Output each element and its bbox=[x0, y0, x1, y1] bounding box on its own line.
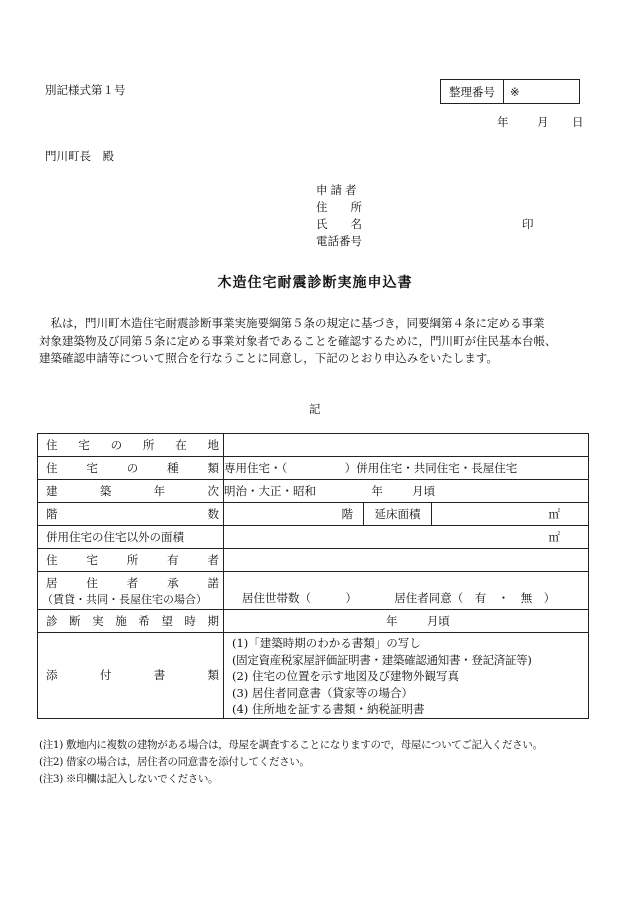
label-attach: 添 付 書 類 bbox=[46, 668, 219, 683]
attachment-list bbox=[224, 633, 589, 719]
date-month: 月 bbox=[537, 115, 549, 129]
body-paragraph bbox=[39, 315, 594, 368]
label-type: 住 宅 の 種 類 bbox=[46, 461, 219, 475]
reference-number-value[interactable]: ※ bbox=[510, 84, 520, 99]
document-title: 木造住宅耐震診断実施申込書 bbox=[217, 275, 413, 291]
households-field: 居住世帯数（ ） bbox=[242, 591, 357, 605]
table-row bbox=[38, 610, 589, 633]
area-input[interactable] bbox=[432, 503, 588, 525]
type-options[interactable]: 専用住宅・（ ）併用住宅・共同住宅・長屋住宅 bbox=[224, 457, 589, 480]
addressee: 門川町長 殿 bbox=[45, 149, 114, 163]
date-year: 年 bbox=[497, 115, 509, 129]
area-label: 延床面積 bbox=[364, 503, 432, 525]
label-mixed: 併用住宅の住宅以外の面積 bbox=[46, 530, 184, 544]
area-unit: ㎡ bbox=[548, 507, 560, 521]
desired-month-unit: 月頃 bbox=[426, 614, 450, 628]
built-year-unit: 年 bbox=[371, 484, 383, 498]
built-month-unit: 月頃 bbox=[412, 484, 436, 498]
row-label-floors bbox=[38, 503, 224, 526]
table-row bbox=[38, 480, 589, 503]
row-label-attach bbox=[38, 633, 224, 719]
floors-input[interactable] bbox=[224, 503, 364, 525]
applicant-address-label: 住 所 bbox=[316, 200, 362, 214]
label-floors: 階 数 bbox=[46, 507, 219, 521]
note-item: (注1) 敷地内に複数の建物がある場合は，母屋を調査することになりますので，母屋についてご記入ください。 bbox=[39, 739, 543, 751]
row-label-built bbox=[38, 480, 224, 503]
agree-field: 居住者同意（ 有 ・ 無 ） bbox=[394, 591, 556, 605]
form-label: 別記様式第１号 bbox=[45, 83, 126, 97]
attachment-item: (4) 住所地を証する書類・納税証明書 bbox=[232, 702, 425, 716]
body-line: 建築確認申請等について照合を行なうことに同意し，下記のとおり申込みをいたします。 bbox=[39, 351, 498, 365]
label-location: 住 宅 の 所 在 地 bbox=[46, 438, 219, 452]
era-options: 明治・大正・昭和 bbox=[224, 484, 316, 498]
desired-year-unit: 年 bbox=[386, 614, 398, 628]
label-built: 建 築 年 次 bbox=[46, 484, 219, 498]
table-row bbox=[38, 457, 589, 480]
seal-mark: 印 bbox=[522, 217, 534, 231]
label-consent-note: （賃貸・共同・長屋住宅の場合） bbox=[42, 592, 207, 606]
label-owner: 住 宅 所 有 者 bbox=[46, 553, 219, 567]
floors-area-cell bbox=[224, 503, 589, 526]
label-desired: 診 断 実 施 希 望 時 期 bbox=[46, 614, 219, 628]
attachment-item: (2) 住宅の位置を示す地図及び建物外観写真 bbox=[232, 669, 459, 683]
reference-number-label: 整理番号 bbox=[441, 80, 504, 103]
row-label-owner bbox=[38, 549, 224, 572]
floor-unit: 階 bbox=[341, 507, 353, 521]
desired-date-field[interactable] bbox=[224, 610, 589, 633]
date-day: 日 bbox=[572, 115, 584, 129]
ki-heading: 記 bbox=[309, 402, 321, 416]
table-row bbox=[38, 526, 589, 549]
mixed-area-unit: ㎡ bbox=[548, 530, 560, 544]
mixed-area-input[interactable] bbox=[224, 526, 589, 549]
label-consent: 居 住 者 承 諾 bbox=[46, 575, 219, 590]
row-label-mixed bbox=[38, 526, 224, 549]
table-row bbox=[38, 549, 589, 572]
reference-number-box bbox=[440, 79, 580, 104]
applicant-heading: 申請者 bbox=[316, 183, 360, 197]
body-line: 私は，門川町木造住宅耐震診断事業実施要綱第５条の規定に基づき，同要綱第４条に定める事業 bbox=[39, 316, 545, 330]
note-item: (注2) 借家の場合は，居住者の同意書を添付してください。 bbox=[39, 756, 310, 768]
attachment-item: (3) 居住者同意書（貸家等の場合） bbox=[232, 685, 413, 700]
location-input[interactable] bbox=[224, 434, 589, 457]
notes bbox=[39, 737, 543, 788]
table-row bbox=[38, 503, 589, 526]
consent-field[interactable] bbox=[224, 572, 589, 610]
note-item: (注3) ※印欄は記入しないでください。 bbox=[39, 773, 219, 785]
application-table bbox=[37, 433, 589, 719]
row-label-type bbox=[38, 457, 224, 480]
row-label-desired bbox=[38, 610, 224, 633]
table-row bbox=[38, 633, 589, 719]
table-row bbox=[38, 572, 589, 610]
table-row bbox=[38, 434, 589, 457]
row-label-location bbox=[38, 434, 224, 457]
row-label-consent bbox=[38, 572, 224, 610]
applicant-phone-label: 電話番号 bbox=[316, 234, 362, 248]
attachment-item: (固定資産税家屋評価証明書・建築確認通知書・登記済証等) bbox=[232, 652, 532, 667]
attachment-item: (1)「建築時期のわかる書類」の写し bbox=[232, 636, 421, 650]
applicant-name-label: 氏 名 bbox=[316, 217, 362, 231]
owner-input[interactable] bbox=[224, 549, 589, 572]
built-year-field[interactable] bbox=[224, 480, 589, 503]
body-line: 対象建築物及び同第５条に定める事業対象者であることを確認するために，門川町が住民基本台帳、 bbox=[39, 333, 557, 348]
